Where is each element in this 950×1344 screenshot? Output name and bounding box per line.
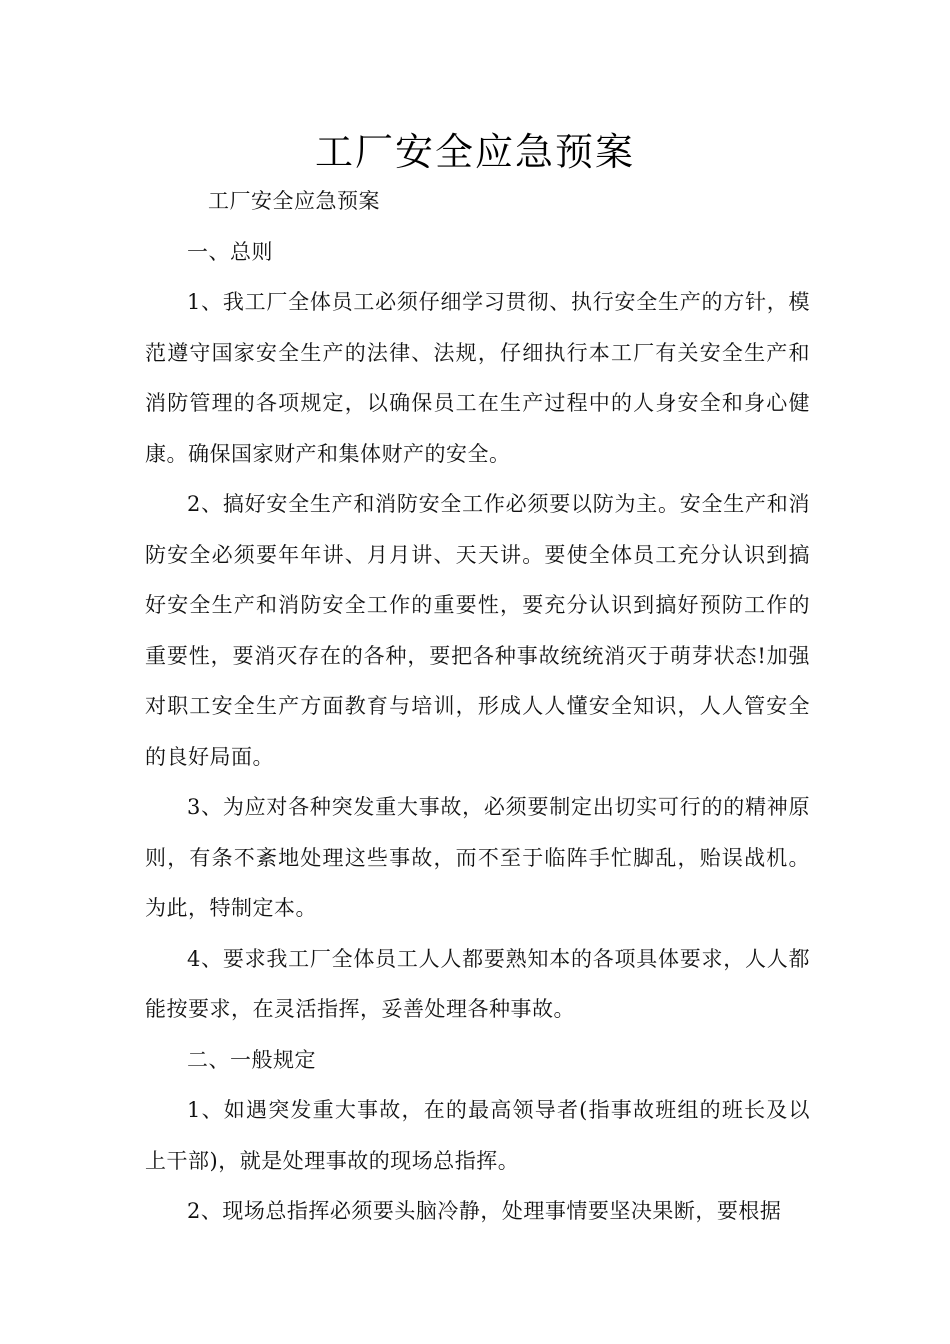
paragraph-rules-1: 1、如遇突发重大事故，在的最高领导者(指事故班组的班长及以上干部)，就是处理事故的现场总指挥。 [145, 1098, 810, 1173]
document-subtitle: 工厂安全应急预案 [208, 189, 380, 213]
paragraph-general-4: 4、要求我工厂全体员工人人都要熟知本的各项具体要求，人人都能按要求，在灵活指挥，妥善处理各种事故。 [145, 946, 810, 1021]
section-heading-general: 一、总则 [187, 239, 273, 264]
section-heading-rules: 二、一般规定 [187, 1047, 316, 1072]
paragraph-general-2: 2、搞好安全生产和消防安全工作必须要以防为主。安全生产和消防安全必须要年年讲、月月讲、天天讲。要使全体员工充分认识到搞好安全生产和消防安全工作的重要性，要充分认识到搞好预防工作的重要性，要消灭存在的各种，要把各种事故统统消灭于萌芽状态!加强对职工安全生产方面教育与培训，形成人人懂安全知识，人人管安全的良好局面。 [145, 492, 810, 769]
document-title: 工厂安全应急预案 [314, 130, 635, 174]
paragraph-general-3: 3、为应对各种突发重大事故，必须要制定出切实可行的的精神原则，有条不紊地处理这些事故，而不至于临阵手忙脚乱，贻误战机。为此，特制定本。 [145, 795, 810, 920]
paragraph-general-1: 1、我工厂全体员工必须仔细学习贯彻、执行安全生产的方针，模范遵守国家安全生产的法律、法规，仔细执行本工厂有关安全生产和消防管理的各项规定，以确保员工在生产过程中的人身安全和身心健康。确保国家财产和集体财产的安全。 [145, 290, 810, 466]
paragraph-rules-2: 2、现场总指挥必须要头脑冷静，处理事情要坚决果断，要根据 [187, 1199, 782, 1223]
document-body [145, 176, 810, 1237]
